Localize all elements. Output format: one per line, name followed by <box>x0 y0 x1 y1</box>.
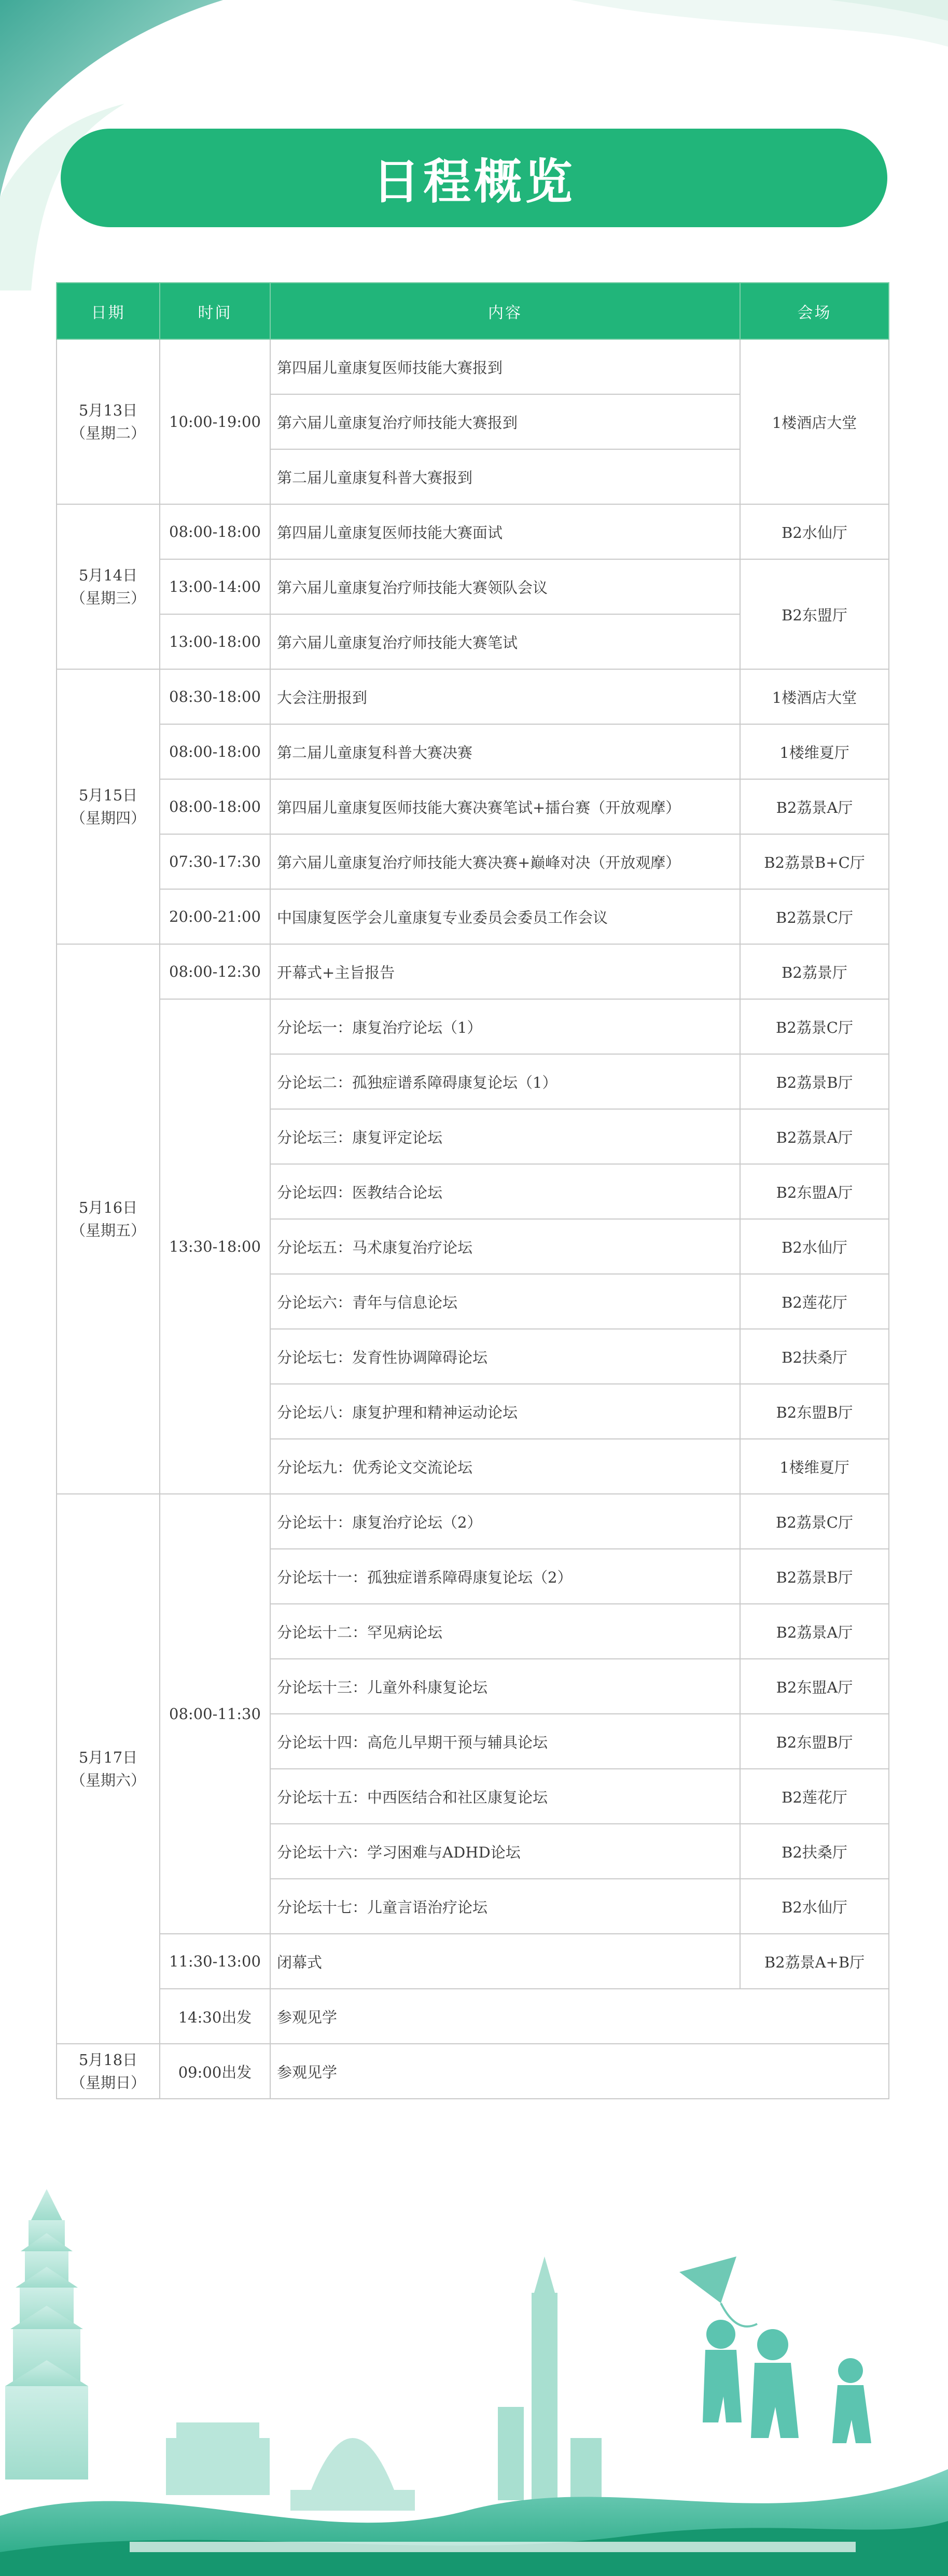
bottom-cityscape-decoration <box>0 2179 948 2576</box>
content-cell: 第二届儿童康复科普大赛报到 <box>270 449 740 504</box>
time-cell: 14:30出发 <box>160 1989 270 2044</box>
time-cell: 09:00出发 <box>160 2044 270 2099</box>
time-cell: 08:00-11:30 <box>160 1494 270 1934</box>
table-row <box>57 669 889 724</box>
venue-cell: B2东盟B厅 <box>740 1714 889 1769</box>
date-cell <box>57 2044 160 2099</box>
date-label: 5月16日 <box>78 1199 138 1216</box>
date-cell <box>57 944 160 1494</box>
venue-cell: B2荔景A厅 <box>740 1604 889 1659</box>
content-cell: 分论坛六：青年与信息论坛 <box>270 1274 740 1329</box>
tower-icon <box>498 2256 602 2500</box>
content-cell: 分论坛十六：学习困难与ADHD论坛 <box>270 1824 740 1879</box>
venue-cell: B2莲花厅 <box>740 1274 889 1329</box>
venue-cell: B2荔景C厅 <box>740 999 889 1054</box>
venue-cell: B2东盟厅 <box>740 559 889 669</box>
venue-cell: B2扶桑厅 <box>740 1824 889 1879</box>
time-cell: 07:30-17:30 <box>160 834 270 889</box>
table-row <box>57 834 889 889</box>
content-cell: 分论坛十五：中西医结合和社区康复论坛 <box>270 1769 740 1824</box>
content-cell: 第六届儿童康复治疗师技能大赛报到 <box>270 394 740 449</box>
content-cell: 第六届儿童康复治疗师技能大赛笔试 <box>270 614 740 669</box>
content-cell: 分论坛五：马术康复治疗论坛 <box>270 1219 740 1274</box>
venue-cell: B2东盟B厅 <box>740 1384 889 1439</box>
table-row <box>57 1989 889 2044</box>
content-cell: 分论坛九：优秀论文交流论坛 <box>270 1439 740 1494</box>
table-row <box>57 889 889 944</box>
venue-cell: B2水仙厅 <box>740 1879 889 1934</box>
content-cell: 分论坛一：康复治疗论坛（1） <box>270 999 740 1054</box>
venue-cell: B2东盟A厅 <box>740 1164 889 1219</box>
date-label: 5月15日 <box>78 786 138 804</box>
venue-cell: B2荔景C厅 <box>740 1494 889 1549</box>
title-banner <box>61 129 887 227</box>
header-content: 内容 <box>270 283 740 339</box>
header-date: 日期 <box>57 283 160 339</box>
table-row <box>57 1494 889 1549</box>
time-cell: 13:00-14:00 <box>160 559 270 614</box>
venue-cell: B2荔景B厅 <box>740 1054 889 1109</box>
gate-building-icon <box>166 2422 270 2495</box>
date-label: 5月18日 <box>78 2051 138 2069</box>
table-row <box>57 504 889 559</box>
schedule-table <box>56 282 889 2099</box>
content-cell: 第六届儿童康复治疗师技能大赛领队会议 <box>270 559 740 614</box>
time-cell: 08:30-18:00 <box>160 669 270 724</box>
table-row <box>57 779 889 834</box>
venue-cell: 1楼酒店大堂 <box>740 339 889 504</box>
content-cell: 中国康复医学会儿童康复专业委员会委员工作会议 <box>270 889 740 944</box>
venue-cell: B2水仙厅 <box>740 504 889 559</box>
date-label: 5月17日 <box>78 1749 138 1766</box>
time-cell: 13:30-18:00 <box>160 999 270 1494</box>
date-label: 5月13日 <box>78 401 138 419</box>
content-cell: 分论坛四：医教结合论坛 <box>270 1164 740 1219</box>
dome-building-icon <box>290 2438 415 2511</box>
content-cell: 分论坛十一：孤独症谱系障碍康复论坛（2） <box>270 1549 740 1604</box>
venue-cell: B2荔景厅 <box>740 944 889 999</box>
weekday-label: （星期二） <box>70 424 146 442</box>
content-cell: 分论坛十：康复治疗论坛（2） <box>270 1494 740 1549</box>
content-cell: 参观见学 <box>270 2044 889 2099</box>
pagoda-icon <box>5 2189 88 2480</box>
weekday-label: （星期三） <box>70 589 146 607</box>
venue-cell: B2水仙厅 <box>740 1219 889 1274</box>
venue-cell: B2东盟A厅 <box>740 1659 889 1714</box>
content-cell: 第四届儿童康复医师技能大赛面试 <box>270 504 740 559</box>
content-cell: 分论坛三：康复评定论坛 <box>270 1109 740 1164</box>
content-cell: 分论坛十三：儿童外科康复论坛 <box>270 1659 740 1714</box>
time-cell: 08:00-18:00 <box>160 504 270 559</box>
page-title: 日程概览 <box>372 154 576 210</box>
time-cell: 10:00-19:00 <box>160 339 270 504</box>
content-cell: 分论坛十四：高危儿早期干预与辅具论坛 <box>270 1714 740 1769</box>
date-cell <box>57 669 160 944</box>
time-cell: 11:30-13:00 <box>160 1934 270 1989</box>
time-cell: 13:00-18:00 <box>160 614 270 669</box>
time-cell: 08:00-18:00 <box>160 724 270 779</box>
time-cell: 08:00-18:00 <box>160 779 270 834</box>
venue-cell: 1楼维夏厅 <box>740 724 889 779</box>
table-row <box>57 1934 889 1989</box>
venue-cell: B2荔景A厅 <box>740 1109 889 1164</box>
weekday-label: （星期六） <box>70 1771 146 1789</box>
venue-cell: B2莲花厅 <box>740 1769 889 1824</box>
header-time: 时间 <box>160 283 270 339</box>
venue-cell: B2荔景C厅 <box>740 889 889 944</box>
table-row <box>57 559 889 614</box>
content-cell: 开幕式+主旨报告 <box>270 944 740 999</box>
content-cell: 分论坛十七：儿童言语治疗论坛 <box>270 1879 740 1934</box>
content-cell: 分论坛十二：罕见病论坛 <box>270 1604 740 1659</box>
date-cell <box>57 504 160 669</box>
content-cell: 闭幕式 <box>270 1934 740 1989</box>
date-cell <box>57 1494 160 2044</box>
kite-icon <box>679 2256 757 2326</box>
table-row <box>57 999 889 1054</box>
header-venue: 会场 <box>740 283 889 339</box>
venue-cell: B2扶桑厅 <box>740 1329 889 1384</box>
content-cell: 第四届儿童康复医师技能大赛报到 <box>270 339 740 394</box>
table-header-row <box>57 283 889 339</box>
table-row <box>57 944 889 999</box>
content-cell: 分论坛八：康复护理和精神运动论坛 <box>270 1384 740 1439</box>
date-cell <box>57 339 160 504</box>
venue-cell: B2荔景B+C厅 <box>740 834 889 889</box>
table-row <box>57 2044 889 2099</box>
content-cell: 大会注册报到 <box>270 669 740 724</box>
venue-cell: 1楼维夏厅 <box>740 1439 889 1494</box>
venue-cell: B2荔景A+B厅 <box>740 1934 889 1989</box>
venue-cell: B2荔景B厅 <box>740 1549 889 1604</box>
time-cell: 20:00-21:00 <box>160 889 270 944</box>
weekday-label: （星期五） <box>70 1222 146 1239</box>
time-cell: 08:00-12:30 <box>160 944 270 999</box>
content-cell: 分论坛七：发育性协调障碍论坛 <box>270 1329 740 1384</box>
weekday-label: （星期四） <box>70 809 146 827</box>
table-row <box>57 339 889 394</box>
table-row <box>57 724 889 779</box>
date-label: 5月14日 <box>78 566 138 584</box>
venue-cell: B2荔景A厅 <box>740 779 889 834</box>
content-cell: 第四届儿童康复医师技能大赛决赛笔试+擂台赛（开放观摩） <box>270 779 740 834</box>
children-silhouette-icon <box>703 2320 871 2443</box>
weekday-label: （星期日） <box>70 2074 146 2092</box>
content-cell: 第二届儿童康复科普大赛决赛 <box>270 724 740 779</box>
content-cell: 分论坛二：孤独症谱系障碍康复论坛（1） <box>270 1054 740 1109</box>
content-cell: 第六届儿童康复治疗师技能大赛决赛+巅峰对决（开放观摩） <box>270 834 740 889</box>
content-cell: 参观见学 <box>270 1989 889 2044</box>
venue-cell: 1楼酒店大堂 <box>740 669 889 724</box>
